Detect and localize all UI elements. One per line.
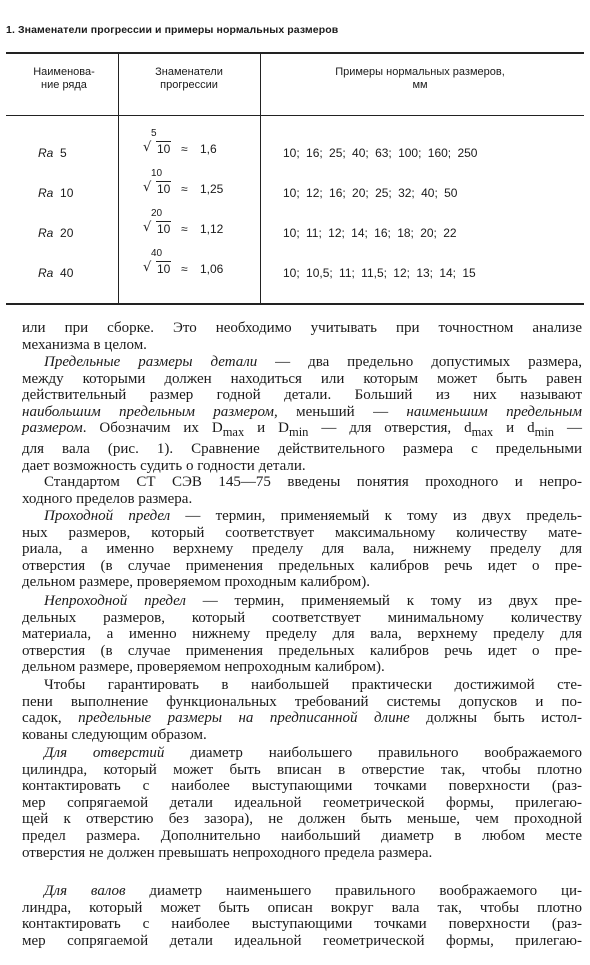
approx-sign: ≈ (181, 182, 188, 196)
text-run: — термин, применяемый к тому из двух пре- (185, 593, 583, 609)
text-run: Чтобы гарантировать в наибольшей практически достижимой сте- (44, 677, 582, 693)
text-line (22, 745, 582, 762)
text-line: ных размеров, который соответствует максимальному количеству мате- (22, 524, 582, 541)
header-progression-line2: прогрессии (160, 79, 218, 91)
subscript: max (222, 425, 245, 440)
series-number: 5 (60, 146, 67, 160)
text-line: ходного пределов размера. (22, 490, 193, 507)
header-series-name (14, 66, 114, 92)
paragraph-standard (22, 474, 582, 507)
series-prefix: Ra (38, 266, 54, 280)
text-line: дельном размере, проверяемом проходным калибром). (22, 574, 371, 591)
paragraph-holes (22, 745, 582, 861)
table-row (0, 248, 590, 288)
subscript: max (471, 425, 494, 440)
table-row (0, 208, 590, 248)
text-line: действительный размер годной детали. Больший из них называют (22, 387, 582, 404)
text-run: , меньший — (273, 403, 407, 420)
text-run: — два предельно допустимых размера, (257, 354, 582, 370)
radicand: 10 (157, 222, 171, 236)
root-index: 40 (151, 248, 163, 259)
subscript: min (534, 425, 555, 440)
text-line: или при сборке. Это необходимо учитывать при точностном анализе (22, 320, 582, 336)
term-emphasis: Непроходной предел (44, 593, 186, 609)
text-run: диаметр наименьшего правильного воображаемого ци- (125, 883, 582, 899)
text-line (22, 420, 582, 441)
radical-sign: √ (143, 180, 152, 195)
term-emphasis: предельные размеры на предписанной длине (78, 710, 410, 727)
text-line: линдра, который может быть описан вокруг вала так, чтобы плотно (22, 899, 582, 916)
approx-sign: ≈ (181, 142, 188, 156)
example-sizes: 10; 16; 25; 40; 63; 100; 160; 250 (283, 146, 478, 160)
approx-sign: ≈ (181, 262, 188, 276)
text-line (22, 710, 582, 727)
radical-sign: √ (143, 260, 152, 275)
text-line: дает возможность судить о годности детали. (22, 457, 306, 474)
text-line: кованы следующим образом. (22, 726, 207, 743)
text-line: отверстия (в случае применения предельных калибров речь идет о пре- (22, 557, 582, 574)
text-line (22, 677, 582, 694)
radical-sign: √ (143, 140, 152, 155)
text-line: дельном размере, проверяемом непроходным калибром). (22, 659, 385, 676)
text-run: — (554, 420, 582, 437)
radical-sign: √ (143, 220, 152, 235)
ratio-value: 1,12 (200, 222, 224, 236)
text-line (22, 883, 582, 900)
header-progression (124, 66, 254, 92)
subscript: min (288, 425, 309, 440)
progression-ratio (143, 168, 253, 204)
example-sizes: 10; 12; 16; 20; 25; 32; 40; 50 (283, 186, 458, 200)
root-index: 20 (151, 208, 163, 219)
text-line: для вала (рис. 1). Сравнение действительного размера с предельными (22, 440, 582, 457)
term-emphasis: наибольшим предельным размером (22, 403, 274, 420)
text-run: — для отверстия, d (308, 420, 472, 437)
term-emphasis: Для валов (44, 883, 126, 899)
text-line: щей к отверстию без зазора), не должен быть меньше, чем проходной (22, 811, 582, 828)
radicand: 10 (157, 262, 171, 276)
example-sizes: 10; 10,5; 11; 11,5; 12; 13; 14; 15 (283, 266, 476, 280)
text-line: мер сопрягаемой детали идеальной геометрической формы, прилегаю- (22, 794, 582, 811)
root-index: 10 (151, 168, 163, 179)
approx-sign: ≈ (181, 222, 188, 236)
table-row (0, 168, 590, 208)
text-line: дельных размеров, который соответствует минимальному количеству (22, 609, 582, 626)
radicand: 10 (157, 182, 171, 196)
table-row (0, 128, 590, 168)
header-series-name-line1: Наименова- (33, 66, 95, 78)
header-progression-line1: Знаменатели (155, 66, 223, 78)
text-line: материала, а именно нижнему пределу для вала, верхнему пределу для (22, 626, 582, 643)
term-emphasis: наименьшим предельным (406, 403, 582, 420)
series-prefix: Ra (38, 226, 54, 240)
text-line: цилиндра, который может быть вписан в отверстие так, чтобы плотно (22, 761, 582, 778)
table-bottom-rule (6, 303, 584, 305)
text-line: риала, а именно верхнему пределу для вала, нижнему пределу для (22, 541, 582, 558)
paragraph-continuation (22, 320, 582, 353)
term-emphasis: Предельные размеры детали (44, 354, 258, 370)
text-line (22, 593, 582, 610)
term-emphasis: Проходной предел (44, 508, 171, 524)
table-top-rule (6, 52, 584, 54)
text-run: . Обозначим их D (82, 420, 223, 437)
root-index: 5 (151, 128, 157, 139)
radicand: 10 (157, 142, 171, 156)
text-line: контактировать с наиболее выступающими точками поверхности (раз- (22, 916, 582, 933)
text-line: отверстия (в случае применения предельных калибров речь идет о пре- (22, 642, 582, 659)
series-name (38, 186, 73, 200)
series-prefix: Ra (38, 146, 54, 160)
header-series-name-line2: ние ряда (41, 79, 87, 91)
series-name (38, 266, 73, 280)
text-line: пени выполнение функциональных требований системы допусков и по- (22, 693, 582, 710)
progression-ratio (143, 208, 253, 244)
table-header-rule (6, 115, 584, 116)
ratio-value: 1,6 (200, 142, 217, 156)
table-caption: 1. Знаменатели прогрессии и примеры нормальных размеров (6, 24, 339, 36)
text-line (22, 474, 582, 491)
text-run: садок, (22, 710, 79, 727)
text-line: отверстия не должен превышать непроходного предела размера. (22, 844, 433, 861)
ratio-value: 1,25 (200, 182, 224, 196)
example-sizes: 10; 11; 12; 14; 16; 18; 20; 22 (283, 226, 457, 240)
series-number: 40 (60, 266, 74, 280)
ratio-value: 1,06 (200, 262, 224, 276)
text-line (22, 354, 582, 371)
text-run: Стандартом СТ СЭВ 145—75 введены понятия проходного и непро- (44, 474, 582, 490)
series-number: 10 (60, 186, 74, 200)
text-run: и D (244, 420, 289, 437)
term-emphasis: размером (22, 420, 83, 437)
text-line (22, 404, 582, 421)
paragraph-nogo-limit (22, 593, 582, 676)
text-line: контактировать с наиболее выступающими точками поверхности (раз- (22, 778, 582, 795)
text-line: между которыми должен находиться или которым может быть равен (22, 370, 582, 387)
paragraph-go-limit (22, 508, 582, 591)
series-name (38, 146, 67, 160)
text-line: механизма в целом. (22, 336, 147, 353)
header-examples-line1: Примеры нормальных размеров, (335, 66, 505, 78)
term-emphasis: Для отверстий (44, 745, 165, 761)
text-line (22, 508, 582, 525)
text-run: и d (493, 420, 535, 437)
progression-ratio (143, 248, 253, 284)
header-examples (270, 66, 570, 92)
progression-ratio (143, 128, 253, 164)
text-line: предел размера. Дополнительно наибольший диаметр в любом месте (22, 827, 582, 844)
series-prefix: Ra (38, 186, 54, 200)
paragraph-guarantee (22, 677, 582, 743)
header-examples-line2: мм (412, 79, 428, 91)
text-run: — термин, применяемый к тому из двух предель- (170, 508, 582, 524)
series-name (38, 226, 73, 240)
text-line: мер сопрягаемой детали идеальной геометрической формы, прилегаю- (22, 932, 582, 949)
paragraph-shafts (22, 883, 582, 949)
text-run: должны быть истол- (409, 710, 582, 727)
paragraph-limit-sizes (22, 354, 582, 474)
text-run: диаметр наибольшего правильного воображаемого (164, 745, 582, 761)
series-number: 20 (60, 226, 74, 240)
